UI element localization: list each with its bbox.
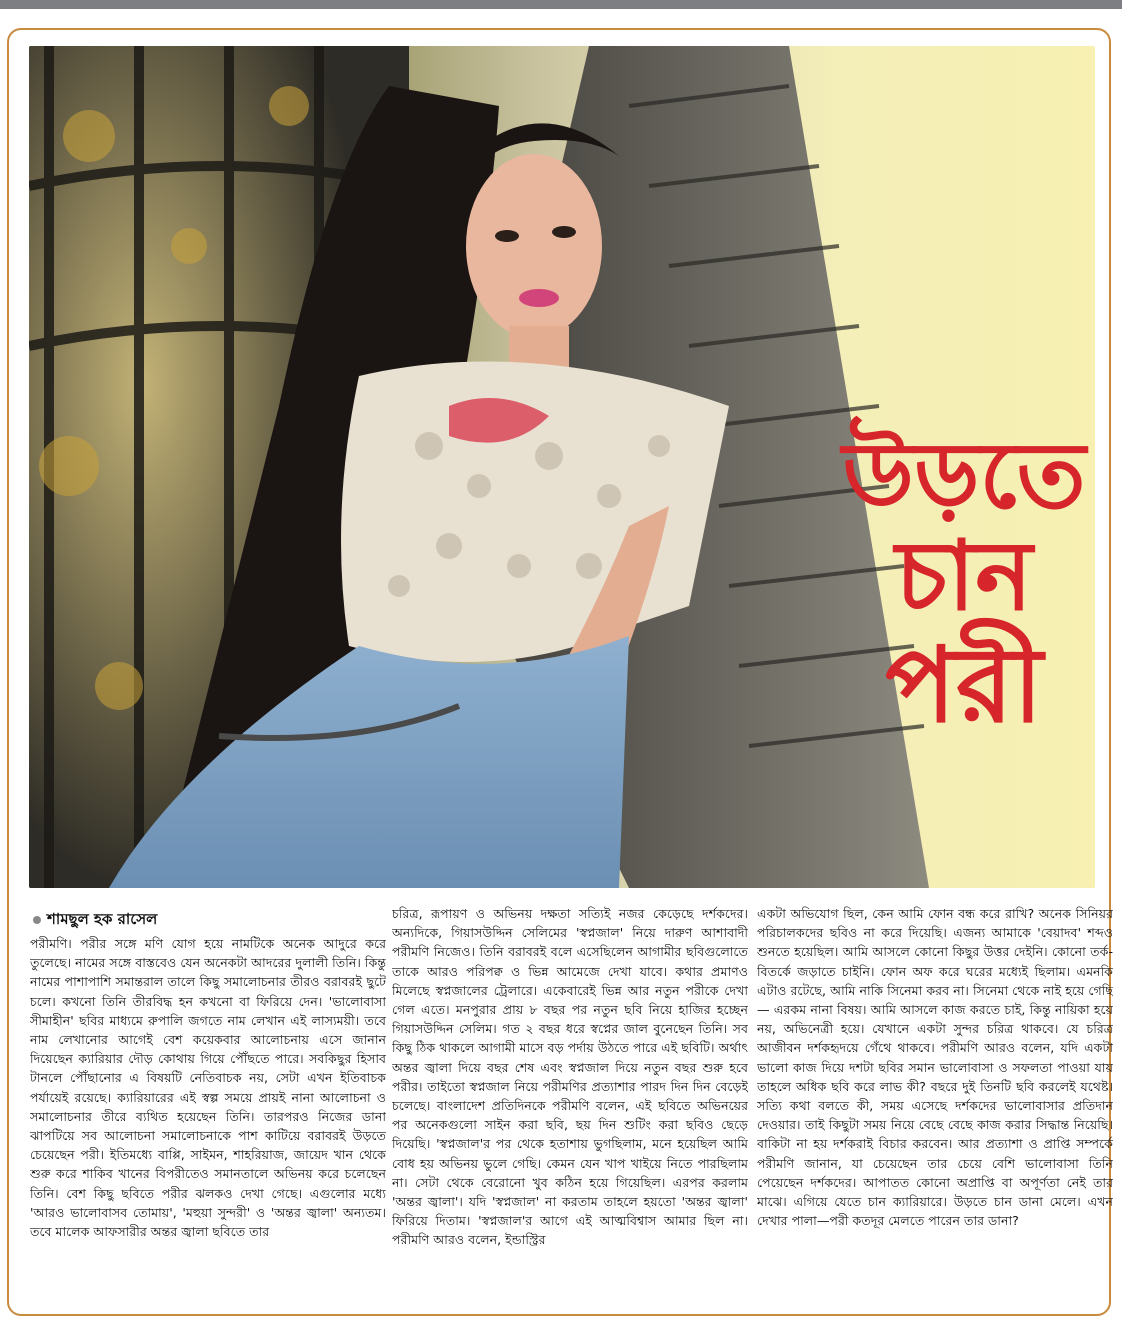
- article-column-3: [757, 904, 1113, 1314]
- bullet-icon: [33, 916, 41, 924]
- headline-line-1: উড়তে: [842, 422, 1086, 529]
- feature-photo: [29, 46, 1095, 888]
- headline-line-2: চান: [895, 520, 1033, 633]
- article-column-2: [392, 904, 748, 1314]
- article-column-1: [30, 934, 386, 1314]
- column-1-text: পরীমণি। পরীর সঙ্গে মণি যোগ হয়ে নামটিকে অনেক আদুরে করে তুলেছে। নামের সঙ্গে বাস্তবেও যেন অনেকটা আদরের দুলালী তিনি। কিন্তু নামের পাশাপাশি সমান্তরাল তালে কিছু সমালোচনার তীরও বরাবরই ছুটে চলে। কখনো তিনি তীরবিদ্ধ হন কখনো বা ফিরিয়ে দেন। 'ভালোবাসা সীমাহীন' ছবির মাধ্যমে রুপালি জগতে নাম লেখান এই লাস্যময়ী। তবে নাম লেখানোর আগেই বেশ কয়েকবার আলোচনায় এসে জানান দিয়েছেন ক্যারিয়ার দৌড় কোথায় গিয়ে পৌঁছতে পারে। সবকিছুর হিসাব টানলে পৌঁছানোর এ বিষয়টি নেতিবাচক নয়, সেটা এখন ইতিবাচক পর্যায়েই রয়েছে। ক্যারিয়ারের এই স্বল্প সময়ে প্রায়ই নানা আলোচনা ও সমালোচনার তীরে ব্যথিত হয়েছেন তিনি। তারপরও নিজের ডানা ঝাপটিয়ে সব আলোচনা সমালোচনাকে পাশ কাটিয়ে বরাবরই উড়তে চেয়েছেন পরী। ইতিমধ্যে বাপ্পি, সাইমন, শাহরিয়াজ, জায়েদ খান থেকে শুরু করে শাকিব খানের বিপরীতেও সমানতালে অভিনয় করে চলেছেন তিনি। বেশ কিছু ছবিতে পরীর ঝলকও দেখা গেছে। এগুলোর মধ্যে 'আরও ভালোবাসব তোমায়', 'মহুয়া সুন্দরী' ও 'অন্তর জ্বালা' অন্যতম। তবে মালেক আফসারীর অন্তর জ্বালা ছবিতে তার: [30, 936, 386, 1240]
- column-3-text: একটা অভিযোগ ছিল, কেন আমি ফোন বন্ধ করে রাখি? অনেক সিনিয়র পরিচালকদের ছবিও না করে দিয়েছি। এজন্য আমাকে 'বেয়াদব' শব্দও শুনতে হয়েছিল। আমি আসলে কোনো কিছুর উত্তর দেইনি। কোনো তর্ক-বিতর্কে জড়াতে চাইনি। ফোন অফ করে ঘরের মধ্যেই ছিলাম। এমনকি এটাও রটেছে, আমি নাকি সিনেমা করব না। সিনেমা থেকে নাই হয়ে গেছি— এরকম নানা বিষয়। আমি আসলে কাজ করতে চাই, কিন্তু নায়িকা হয়ে নয়, অভিনেত্রী হয়ে। যেখানে একটা সুন্দর চরিত্র থাকবে। যে চরিত্র আজীবন দর্শকহৃদয়ে গেঁথে থাকবে। পরীমণি আরও বলেন, যদি একটা ভালো কাজ দিয়ে দশটা ছবির সমান ভালোবাসা ও সফলতা পাওয়া যায় তাহলে অধিক ছবি করে লাভ কী? বছরে দুই তিনটি ছবি করলেই যথেষ্ট। সত্যি কথা বলতে কী, সময় এসেছে দর্শকদের ভালোবাসার প্রতিদান দেওয়ার। তাই কিছুটা সময় নিয়ে বেছে বেছে কাজ করার সিদ্ধান্ত নিয়েছি। বাকিটা না হয় দর্শকরাই বিচার করবেন। আর প্রত্যাশা ও প্রাপ্তি সম্পর্কে পরীমণি জানান, যা চেয়েছেন তার চেয়ে বেশি ভালোবাসা তিনি পেয়েছেন দর্শকদের। আপাতত কোনো অপ্রাপ্তি বা অপূর্ণতা নেই তার মাঝে। এগিয়ে যেতে চান ক্যারিয়ারে। উড়তে চান ডানা মেলে। এখন দেখার পালা—পরী কতদূর মেলতে পারেন তার ডানা?: [757, 906, 1113, 1229]
- author-name: শামছুল হক রাসেল: [47, 910, 158, 928]
- byline: [33, 908, 363, 933]
- column-2-text: চরিত্র, রূপায়ণ ও অভিনয় দক্ষতা সত্যিই নজর কেড়েছে দর্শকদের। অন্যদিকে, গিয়াসউদ্দিন সেলিমের 'স্বপ্নজাল' নিয়ে দারুণ আশাবাদী পরীমণি নিজেও। তিনি বরাবরই বলে এসেছিলেন আগামীর ছবিগুলোতে তাকে আরও পরিপক্ব ও ভিন্ন আমেজে দেখা যাবে। কথার প্রমাণও মিলেছে স্বপ্নজালের ট্রেলারে। একেবারেই ভিন্ন আর নতুন পরীকে দেখা গেল এতে। মনপুরার প্রায় ৮ বছর পর নতুন ছবি নিয়ে হাজির হচ্ছেন গিয়াসউদ্দিন সেলিম। গত ২ বছর ধরে স্বপ্নের জাল বুনেছেন তিনি। সব কিছু ঠিক থাকলে আগামী মাসে বড় পর্দায় উঠতে পারে এই ছবিটি। অর্থাৎ অন্তর জ্বালা দিয়ে বছর শেষ এবং স্বপ্নজাল দিয়ে নতুন বছর শুরু হবে পরীর। তাইতো স্বপ্নজাল নিয়ে পরীমণির প্রত্যাশার পারদ দিন দিন বেড়েই চলেছে। বাংলাদেশ প্রতিদিনকে পরীমণি বলেন, এই ছবিতে অভিনয়ের পর অনেকগুলো সাইন করা ছবি, ছয় দিন শুটিং করা ছবিও ছেড়ে দিয়েছি। 'স্বপ্নজাল'র পর থেকে হতাশায় ভুগছিলাম, মনে হয়েছিল আমি বোধ হয় অভিনয় ভুলে গেছি। কেমন যেন খাপ খাইয়ে নিতে পারছিলাম না। সেটা থেকে বেরোনো খুব কঠিন হয়ে গিয়েছিল। এরপর করলাম 'অন্তর জ্বালা'। যদি 'স্বপ্নজাল' না করতাম তাহলে হয়তো 'অন্তর জ্বালা' ফিরিয়ে দিতাম। 'স্বপ্নজাল'র আগে এই আত্মবিশ্বাস আমার ছিল না। পরীমণি আরও বলেন, ইন্ডাস্ট্রির: [392, 906, 748, 1248]
- top-rule: [0, 0, 1122, 9]
- headline-line-3: পরী: [885, 624, 1043, 747]
- headline: [829, 422, 1095, 747]
